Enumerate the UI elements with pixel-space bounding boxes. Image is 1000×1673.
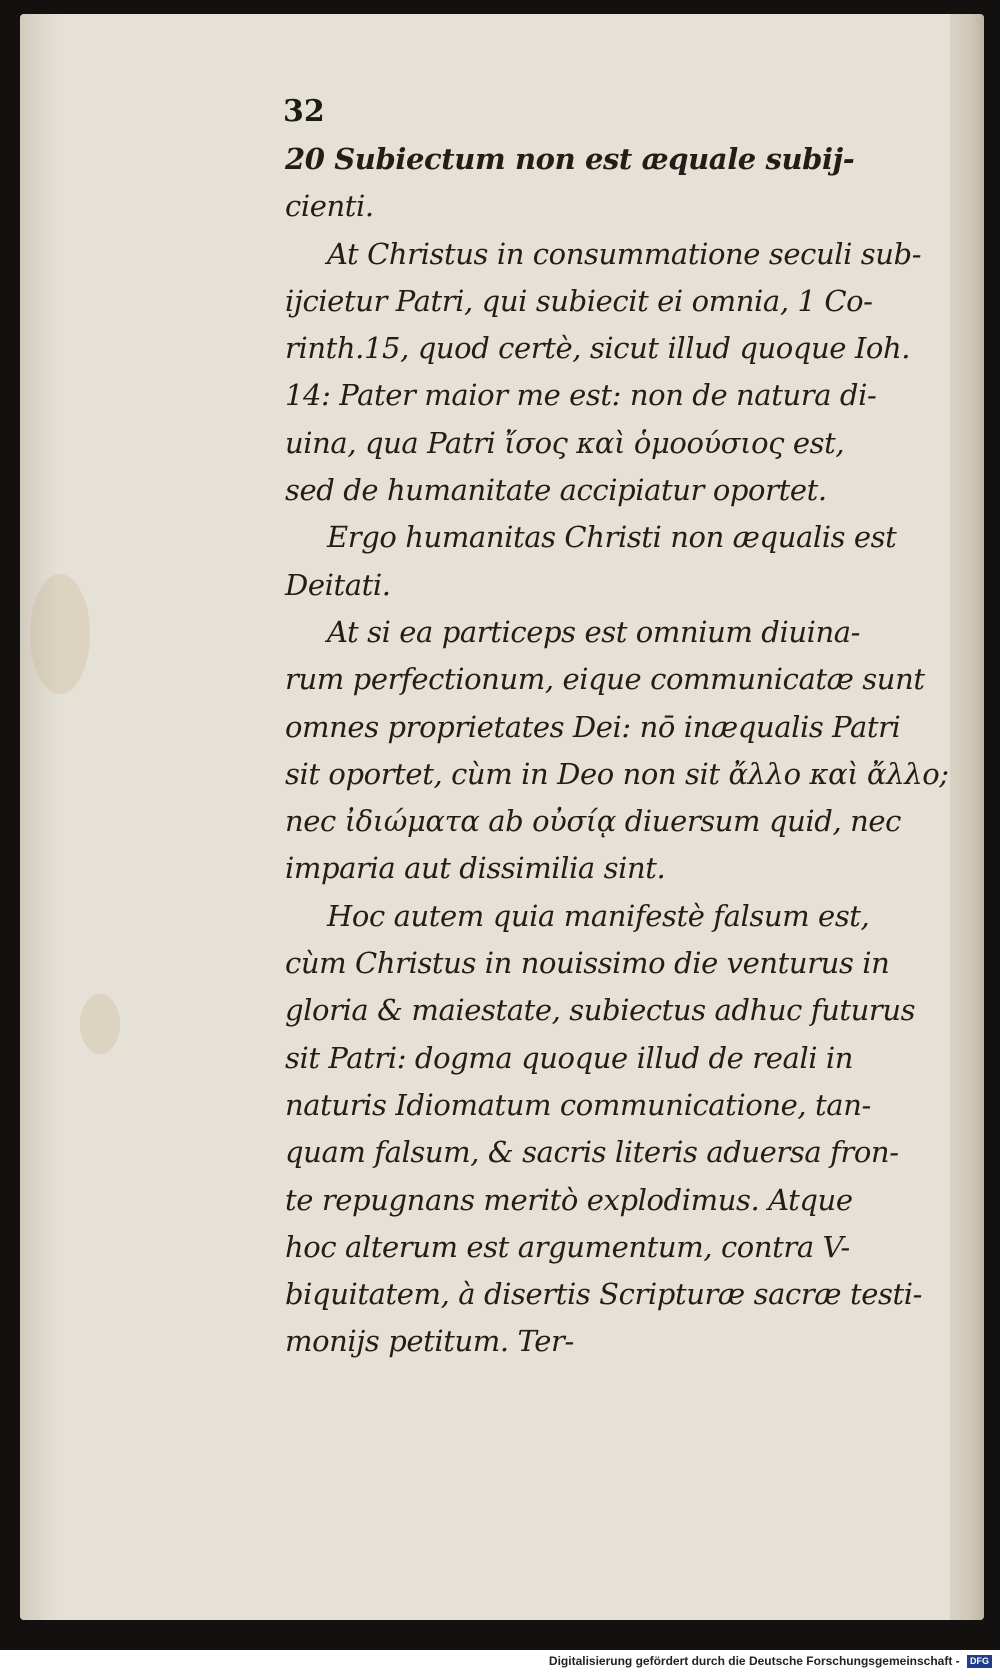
body-text xyxy=(285,136,949,1366)
text-line: te repugnans meritò explodimus. Atque xyxy=(285,1182,853,1217)
dfg-logo: DFG xyxy=(967,1655,992,1668)
text-line: 14: Pater maior me est: non de natura di- xyxy=(285,378,877,413)
text-line: monijs petitum. Ter- xyxy=(285,1324,574,1359)
book-page xyxy=(20,14,984,1620)
text-line: cienti. xyxy=(285,189,374,224)
text-line: nec ἰδιώματα ab οὐσίᾳ diuersum quid, nec xyxy=(285,804,901,839)
text-line: 20 Subiectum non est æquale subij- xyxy=(285,142,855,176)
text-line: Deitati. xyxy=(285,567,391,602)
text-line: naturis Idiomatum communicatione, tan- xyxy=(285,1087,871,1122)
text-line: Hoc autem quia manifestè falsum est, xyxy=(327,898,870,933)
text-line: rum perfectionum, eique communicatæ sunt xyxy=(285,662,925,697)
text-line: cùm Christus in nouissimo die venturus in xyxy=(285,946,890,981)
text-line: At si ea particeps est omnium diuina- xyxy=(327,614,861,649)
footer-credit: Digitalisierung gefördert durch die Deutsche Forschungsgemeinschaft - xyxy=(548,1654,960,1669)
text-line: ijcietur Patri, qui subiecit ei omnia, 1 Co- xyxy=(285,283,873,318)
text-line: imparia aut dissimilia sint. xyxy=(285,851,666,886)
text-line: uina, qua Patri ἴσος καὶ ὁμοούσιος est, xyxy=(285,425,845,460)
page-edge xyxy=(950,14,984,1620)
text-line: sed de humanitate accipiatur oportet. xyxy=(285,473,827,508)
paper-stain xyxy=(80,994,120,1054)
digitization-footer xyxy=(0,1650,1000,1673)
text-line: omnes proprietates Dei: nō inæqualis Patri xyxy=(285,709,901,744)
text-line: At Christus in consummatione seculi sub- xyxy=(327,236,922,271)
text-line: quam falsum, & sacris literis aduersa fron- xyxy=(285,1135,899,1170)
text-line: Ergo humanitas Christi non æqualis est xyxy=(327,520,897,555)
text-line: biquitatem, à disertis Scripturæ sacræ testi- xyxy=(285,1277,922,1312)
text-line: hoc alterum est argumentum, contra V- xyxy=(285,1229,850,1264)
page-number: 32 xyxy=(283,94,325,129)
text-line: sit oportet, cùm in Deo non sit ἄλλο καὶ ἄλλο; xyxy=(285,756,949,791)
text-line: gloria & maiestate, subiectus adhuc futurus xyxy=(285,993,916,1028)
text-line: sit Patri: dogma quoque illud de reali in xyxy=(285,1040,854,1075)
text-line: rinth.15, quod certè, sicut illud quoque Ioh. xyxy=(285,331,911,366)
paper-stain xyxy=(30,574,90,694)
page-gutter-shadow xyxy=(20,14,60,1620)
